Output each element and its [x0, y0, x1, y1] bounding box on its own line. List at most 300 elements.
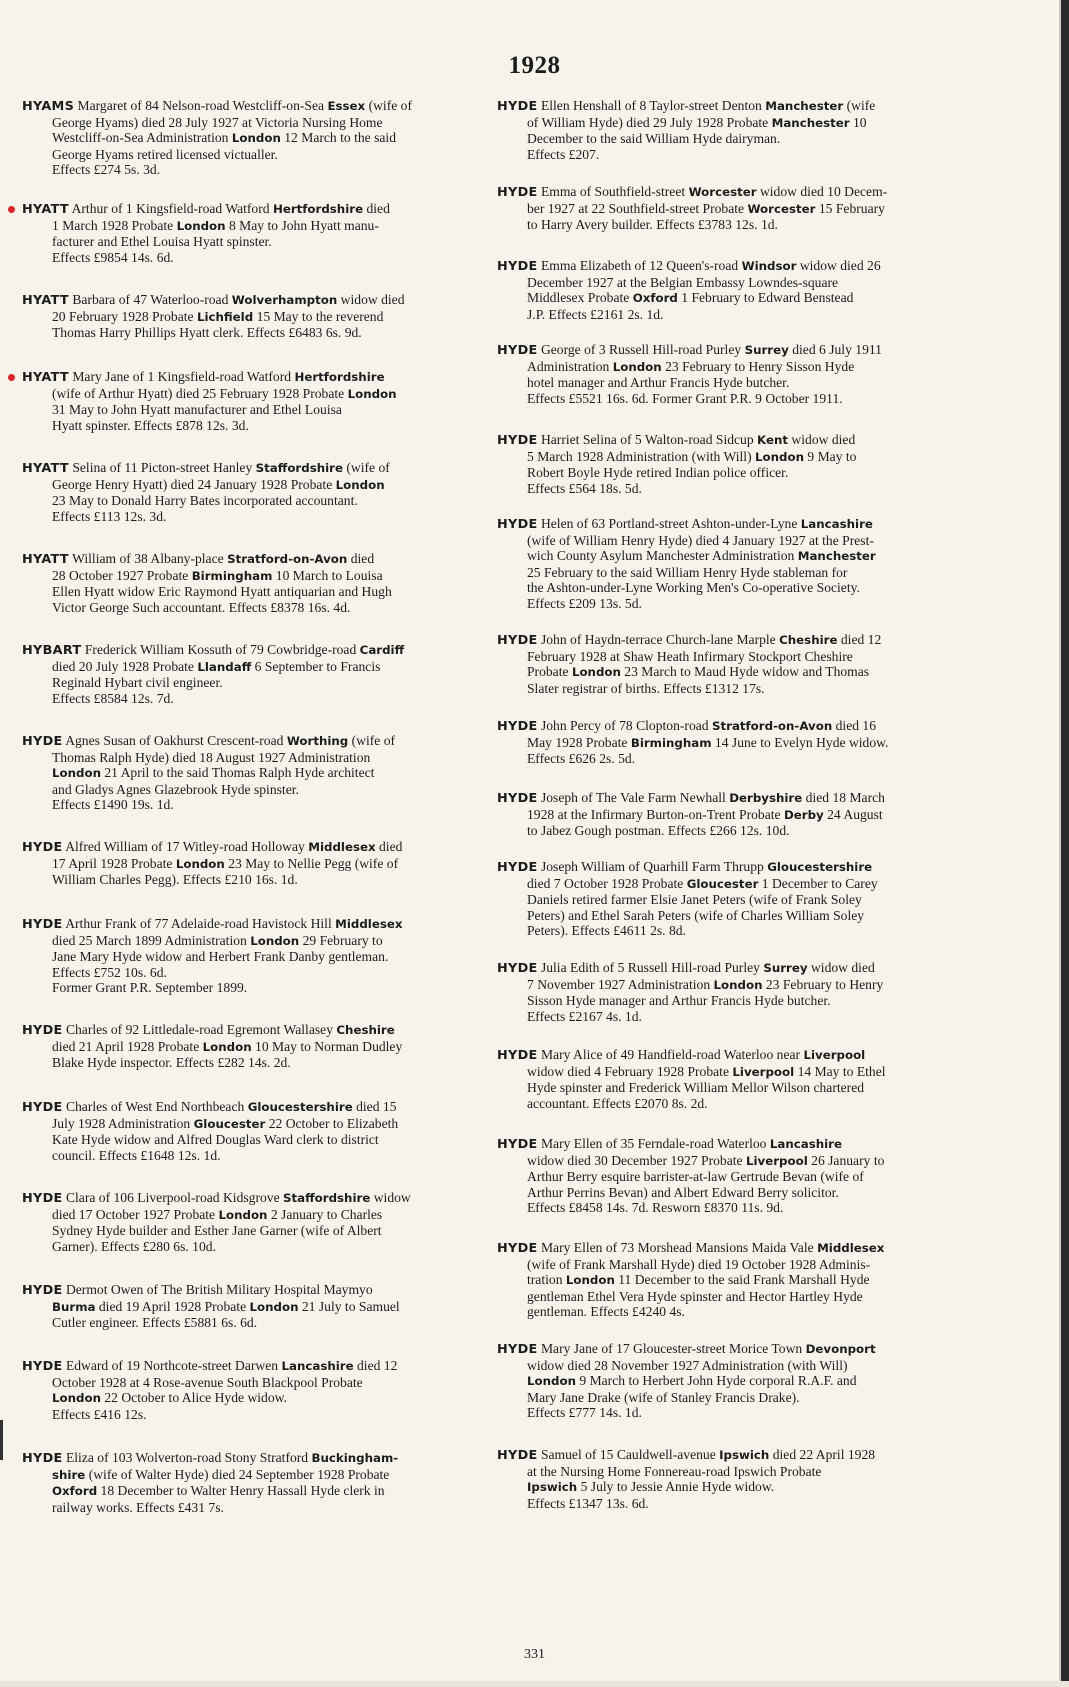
entry-text: widow died: [337, 292, 405, 307]
entry-text: 29 February to: [299, 932, 383, 948]
entry-heading-line: [22, 1099, 490, 1116]
entry-surname: HYDE: [497, 961, 538, 976]
entry-surname: HYAMS: [22, 99, 75, 114]
page-edge-shadow: [1059, 0, 1061, 1687]
entry-surname: HYDE: [22, 917, 63, 932]
entry-surname: HYDE: [497, 343, 538, 358]
entry-text: Hyde spinster and Frederick William Mellor Wilson chartered: [527, 1080, 865, 1096]
register-entry: [497, 432, 965, 496]
entry-text: Frederick William Kossuth of 79 Cowbridge-road: [81, 642, 360, 657]
entry-text: 11 December to the said Frank Marshall Hyde: [614, 1272, 870, 1288]
page-binding-mark: [0, 1420, 3, 1460]
entry-text: Reginald Hybart civil engineer.: [52, 675, 223, 691]
entry-surname: HYDE: [497, 1448, 538, 1463]
entry-heading-line: [497, 632, 965, 649]
entry-text: William of 38 Albany-place: [68, 551, 228, 566]
entry-heading-line: [22, 916, 490, 933]
entry-text: 14 June to Evelyn Hyde widow.: [711, 734, 889, 750]
entry-text: Middlesex Probate: [527, 290, 633, 306]
entry-text: accountant. Effects £2070 8s. 2d.: [527, 1095, 708, 1111]
entry-text: 25 February to the said William Henry Hyde stableman for: [527, 564, 848, 580]
entry-line: [52, 386, 490, 403]
entry-line: [52, 965, 490, 981]
entry-text: (wife of Arthur Hyatt) died 25 February 1928 Probate: [52, 385, 348, 401]
entry-text: Arthur Perrins Bevan) and Albert Edward Berry solicitor.: [527, 1184, 839, 1200]
entry-text: Julia Edith of 5 Russell Hill-road Purley: [537, 960, 764, 975]
entry-text: J.P. Effects £2161 2s. 1d.: [527, 306, 664, 322]
entry-surname: HYDE: [497, 1241, 538, 1256]
entry-text: 23 May to Donald Harry Bates incorporated accountant.: [52, 493, 358, 509]
entry-text: died 22 April 1928: [769, 1447, 876, 1462]
entry-line: [527, 147, 965, 163]
entry-text: 12 March to the said: [280, 130, 396, 146]
entry-place: Oxford: [52, 1484, 98, 1499]
entry-place: Middlesex: [335, 917, 403, 931]
entry-text: Selina of 11 Picton-street Hanley: [68, 460, 256, 475]
entry-text: Effects £752 10s. 6d.: [52, 964, 167, 980]
entry-text: Edward of 19 Northcote-street Darwen: [62, 1358, 282, 1373]
entry-text: Effects £9854 14s. 6d.: [52, 249, 174, 265]
entry-text: 10: [849, 114, 867, 130]
entry-text: died: [363, 201, 390, 216]
entry-text: Ellen Hyatt widow Eric Raymond Hyatt antiquarian and Hugh: [52, 584, 392, 600]
register-entry: [22, 1282, 490, 1331]
entry-place: Lancashire: [769, 1137, 842, 1151]
entry-place: London: [612, 359, 662, 374]
entry-line: [527, 807, 965, 824]
entry-text: died 7 October 1928 Probate: [527, 875, 687, 891]
entry-heading-line: [497, 960, 965, 977]
entry-heading-line: [497, 1447, 965, 1464]
entry-text: at the Nursing Home Fonnereau-road Ipswich Probate: [527, 1463, 822, 1479]
entry-text: 15 May to the reverend: [253, 308, 384, 324]
entry-line: [527, 1009, 965, 1025]
entry-place: Kent: [757, 433, 789, 447]
entry-text: 5 July to Jessie Annie Hyde widow.: [577, 1479, 775, 1495]
entry-text: 5 March 1928 Administration (with Will): [527, 448, 756, 464]
entry-line: [527, 217, 965, 233]
register-entry: [22, 839, 490, 888]
entry-text: Effects £274 5s. 3d.: [52, 162, 161, 178]
entry-place: Stratford-on-Avon: [711, 719, 833, 733]
entry-place: Essex: [327, 99, 366, 113]
entry-text: Mary Alice of 49 Handfield-road Waterloo near: [537, 1047, 804, 1062]
entry-surname: HYDE: [497, 185, 538, 200]
entry-surname: HYATT: [22, 552, 69, 567]
entry-text: Sydney Hyde builder and Esther Jane Garner (wife of Albert: [52, 1223, 382, 1239]
register-entry: [497, 718, 965, 767]
register-entry: [22, 369, 490, 433]
entry-text: Charles of West End Northbeach: [62, 1099, 248, 1114]
entry-line: [527, 375, 965, 391]
entry-place: Middlesex: [817, 1241, 885, 1255]
entry-line: [527, 823, 965, 839]
entry-text: gentleman. Effects £4240 4s.: [527, 1304, 685, 1320]
entry-text: 26 January to: [807, 1152, 885, 1168]
entry-text: railway works. Effects £431 7s.: [52, 1499, 224, 1515]
entry-text: 22 October to Elizabeth: [265, 1115, 399, 1131]
entry-text: 17 April 1928 Probate: [52, 855, 176, 871]
entry-text: Mary Ellen of 73 Morshead Mansions Maida Vale: [537, 1240, 818, 1255]
entry-text: Thomas Ralph Hyde) died 18 August 1927 Administration: [52, 749, 371, 765]
entry-line: [52, 493, 490, 509]
entry-text: died 16: [832, 718, 877, 733]
entry-line: [527, 1373, 965, 1390]
entry-text: Mary Jane of 17 Gloucester-street Morice Town: [537, 1341, 806, 1356]
entry-text: Agnes Susan of Oakhurst Crescent-road: [62, 733, 287, 748]
entry-line: [52, 115, 490, 131]
entry-place: Gloucestershire: [767, 860, 873, 874]
entry-line: [52, 782, 490, 798]
entry-line: [52, 1500, 490, 1516]
entry-surname: HYATT: [22, 293, 69, 308]
entry-text: 18 December to Walter Henry Hassall Hyde clerk in: [97, 1483, 385, 1499]
entry-text: 10 May to Norman Dudley: [251, 1038, 403, 1054]
entry-place: London: [571, 665, 621, 680]
entry-heading-line: [497, 1341, 965, 1358]
entry-place: Lichfield: [196, 309, 254, 324]
entry-text: Arthur Berry esquire barrister-at-law Gertrude Bevan (wife of: [527, 1169, 864, 1185]
entry-place: Ipswich: [527, 1480, 578, 1495]
entry-text: died 18 March: [802, 790, 885, 805]
entry-line: [527, 290, 965, 307]
entry-text: Effects £777 14s. 1d.: [527, 1405, 642, 1421]
entry-text: December to the said William Hyde dairyman.: [527, 131, 781, 147]
entry-text: Effects £416 12s.: [52, 1406, 147, 1422]
entry-text: Margaret of 84 Nelson-road Westcliff-on-Sea: [74, 98, 328, 113]
entry-line: [527, 1405, 965, 1421]
entry-text: hotel manager and Arthur Francis Hyde butcher.: [527, 375, 790, 391]
register-entry: [497, 632, 965, 696]
entry-place: Cheshire: [336, 1023, 395, 1037]
entry-text: council. Effects £1648 12s. 1d.: [52, 1147, 221, 1163]
entry-surname: HYDE: [497, 1137, 538, 1152]
entry-text: widow died 28 November 1927 Administration (with Will): [527, 1357, 848, 1373]
entry-surname: HYDE: [497, 791, 538, 806]
entry-text: Clara of 106 Liverpool-road Kidsgrove: [62, 1190, 284, 1205]
entry-text: (wife of Frank Marshall Hyde) died 19 October 1928 Adminis-: [527, 1256, 871, 1272]
entry-surname: HYDE: [497, 1048, 538, 1063]
entry-text: Barbara of 47 Waterloo-road: [68, 292, 232, 307]
entry-surname: HYDE: [22, 1023, 63, 1038]
entry-place: London: [52, 766, 101, 781]
entry-text: 1 February to Edward Benstead: [677, 290, 854, 306]
entry-surname: HYDE: [22, 1283, 63, 1298]
entry-line: [52, 218, 490, 235]
entry-line: [527, 201, 965, 218]
entry-place: Worcester: [688, 185, 757, 199]
register-entry: [22, 98, 490, 178]
entry-line: [52, 1375, 490, 1391]
entry-text: 22 October to Alice Hyde widow.: [100, 1390, 287, 1406]
entry-line: [52, 250, 490, 266]
entry-line: [527, 923, 965, 939]
entry-text: George Hyams retired licensed victualler.: [52, 146, 278, 162]
entry-place: London: [202, 1039, 252, 1054]
entry-heading-line: [22, 1022, 490, 1039]
entry-line: [52, 856, 490, 873]
entry-place: Hertfordshire: [294, 370, 385, 384]
entry-text: died 12: [837, 632, 882, 647]
entry-heading-line: [22, 551, 490, 568]
entry-text: Effects £626 2s. 5d.: [527, 751, 636, 767]
entry-text: Effects £8584 12s. 7d.: [52, 690, 174, 706]
entry-line: [527, 1080, 965, 1096]
entry-heading-line: [497, 1240, 965, 1257]
entry-surname: HYATT: [22, 202, 69, 217]
entry-text: tration: [527, 1272, 566, 1288]
entry-line: [527, 735, 965, 752]
entry-text: John of Haydn-terrace Church-lane Marple: [537, 632, 780, 647]
entry-text: facturer and Ethel Louisa Hyatt spinster.: [52, 234, 272, 250]
register-entry: [22, 551, 490, 615]
entry-line: [527, 307, 965, 323]
entry-line: [52, 147, 490, 163]
entry-text: Alfred William of 17 Witley-road Holloway: [62, 839, 309, 854]
entry-text: Effects £1347 13s. 6d.: [527, 1495, 649, 1511]
entry-place: Birmingham: [630, 735, 712, 750]
entry-text: George of 3 Russell Hill-road Purley: [537, 342, 745, 357]
entry-line: [527, 481, 965, 497]
entry-text: 28 October 1927 Probate: [52, 567, 192, 583]
entry-text: Effects £2167 4s. 1d.: [527, 1008, 642, 1024]
entry-place: Lancashire: [281, 1359, 354, 1373]
entry-heading-line: [497, 432, 965, 449]
entry-surname: HYDE: [22, 734, 63, 749]
register-entry: [497, 1240, 965, 1320]
entry-line: [52, 1467, 490, 1484]
entry-line: [52, 568, 490, 585]
entry-place: London: [527, 1374, 576, 1389]
entry-text: the Ashton-under-Lyne Working Men's Co-operative Society.: [527, 580, 860, 596]
entry-text: 1928 at the Infirmary Burton-on-Trent Probate: [527, 806, 784, 822]
entry-text: (wife of: [342, 460, 390, 475]
entry-line: [52, 1223, 490, 1239]
entry-line: [52, 309, 490, 326]
entry-place: Middlesex: [308, 840, 376, 854]
page-year-heading: 1928: [508, 52, 561, 79]
entry-text: to Jabez Gough postman. Effects £266 12s. 10d.: [527, 823, 790, 839]
register-entry: [497, 258, 965, 322]
entry-line: [52, 1207, 490, 1224]
entry-line: [52, 949, 490, 965]
page-number: 331: [524, 1647, 545, 1662]
entry-line: [52, 675, 490, 691]
entry-line: [527, 275, 965, 291]
entry-text: 14 May to Ethel: [794, 1063, 886, 1079]
entry-text: Dermot Owen of The British Military Hospital Maymyo: [62, 1282, 373, 1297]
entry-heading-line: [22, 1190, 490, 1207]
register-entry: [22, 460, 490, 524]
entry-place: Manchester: [797, 549, 876, 564]
entry-line: [52, 234, 490, 250]
entry-place: Llandaff: [197, 659, 252, 674]
entry-text: (wife of: [365, 98, 412, 113]
entry-place: London: [52, 1391, 101, 1406]
entry-text: 15 February: [815, 200, 885, 216]
entry-text: died: [347, 551, 375, 566]
entry-text: 6 September to Francis: [251, 658, 381, 674]
register-entry: [497, 1136, 965, 1216]
entry-line: [52, 477, 490, 494]
entry-place: Surrey: [744, 343, 789, 357]
register-entry: [497, 184, 965, 233]
entry-line: [527, 391, 965, 407]
entry-line: [527, 1064, 965, 1081]
entry-surname: HYDE: [497, 633, 538, 648]
entry-place: Burma: [52, 1299, 96, 1314]
red-dot-marker-icon: [8, 206, 15, 213]
entry-line: [52, 659, 490, 676]
entry-place: Hertfordshire: [272, 202, 364, 216]
entry-line: [527, 993, 965, 1009]
entry-text: widow died 30 December 1927 Probate: [527, 1152, 746, 1168]
entry-place: Liverpool: [803, 1048, 866, 1062]
entry-text: Mary Jane of 1 Kingsfield-road Watford: [68, 369, 295, 384]
entry-line: [52, 1315, 490, 1331]
entry-text: Emma of Southfield-street: [537, 184, 689, 199]
entry-text: Arthur of 1 Kingsfield-road Watford: [68, 201, 273, 216]
entry-heading-line: [497, 342, 965, 359]
entry-line: [52, 402, 490, 418]
entry-place: Devonport: [805, 1342, 876, 1356]
register-entry: [497, 342, 965, 406]
entry-text: 23 February to Henry: [762, 976, 884, 992]
entry-line: [527, 1272, 965, 1289]
entry-heading-line: [22, 1282, 490, 1299]
entry-heading-line: [497, 718, 965, 735]
entry-line: [52, 1132, 490, 1148]
entry-text: widow died: [807, 960, 875, 975]
entry-line: [52, 1055, 490, 1071]
entry-line: [527, 565, 965, 581]
entry-text: Effects £209 13s. 5d.: [527, 595, 642, 611]
entry-heading-line: [22, 839, 490, 856]
entry-text: 23 May to Nellie Pegg (wife of: [224, 855, 399, 871]
entry-text: died 19 April 1928 Probate: [95, 1298, 250, 1314]
entry-text: Helen of 63 Portland-street Ashton-under-Lyne: [537, 516, 801, 531]
entry-heading-line: [22, 1450, 490, 1467]
entry-text: ber 1927 at 22 Southfield-street Probate: [527, 200, 748, 216]
register-entry: [497, 516, 965, 612]
entry-text: Arthur Frank of 77 Adelaide-road Havistock Hill: [62, 916, 336, 931]
entry-place: Oxford: [632, 291, 678, 306]
entry-line: [527, 1289, 965, 1305]
entry-text: Slater registrar of births. Effects £1312 17s.: [527, 680, 765, 696]
entry-place: London: [565, 1273, 615, 1288]
entry-line: [527, 533, 965, 549]
entry-line: [52, 162, 490, 178]
entry-place: Surrey: [763, 961, 808, 975]
entry-surname: HYDE: [22, 1359, 63, 1374]
entry-text: 1 March 1928 Probate: [52, 217, 177, 233]
entry-line: [527, 1358, 965, 1374]
entry-place: Stratford-on-Avon: [227, 552, 348, 566]
entry-line: [527, 1153, 965, 1170]
entry-text: Sisson Hyde manager and Arthur Francis Hyde butcher.: [527, 993, 831, 1009]
entry-line: [52, 1039, 490, 1056]
entry-text: October 1928 at 4 Rose-avenue South Blackpool Probate: [52, 1374, 363, 1390]
entry-text: Samuel of 15 Cauldwell-avenue: [537, 1447, 720, 1462]
entry-text: and Gladys Agnes Glazebrook Hyde spinster.: [52, 781, 299, 797]
entry-text: 9 May to: [803, 448, 857, 464]
entry-place: Cheshire: [779, 633, 838, 647]
entry-line: [52, 325, 490, 341]
entry-line: [527, 131, 965, 147]
entry-text: Harriet Selina of 5 Walton-road Sidcup: [537, 432, 758, 447]
entry-line: [527, 681, 965, 697]
register-entry: [497, 790, 965, 839]
entry-line: [527, 664, 965, 681]
entry-text: Effects £5521 16s. 6d. Former Grant P.R. 9 October 1911.: [527, 390, 843, 406]
red-dot-marker-icon: [8, 374, 15, 381]
entry-place: London: [231, 131, 281, 146]
register-entry: [22, 642, 490, 706]
entry-text: William Charles Pegg). Effects £210 16s. 1d.: [52, 872, 298, 888]
entry-text: to Harry Avery builder. Effects £3783 12s. 1d.: [527, 217, 778, 233]
entry-text: 10 March to Louisa: [272, 567, 383, 583]
entry-text: Ellen Henshall of 8 Taylor-street Denton: [537, 98, 766, 113]
entry-text: Joseph of The Vale Farm Newhall: [537, 790, 730, 805]
entry-text: Robert Boyle Hyde retired Indian police officer.: [527, 465, 789, 481]
entry-line: [527, 1096, 965, 1112]
entry-text: Garner). Effects £280 6s. 10d.: [52, 1238, 216, 1254]
entry-surname: HYDE: [22, 1451, 63, 1466]
entry-surname: HYDE: [497, 259, 538, 274]
entry-line: [52, 130, 490, 147]
entry-place: Gloucestershire: [247, 1100, 353, 1114]
entry-line: [527, 449, 965, 466]
entry-text: 9 March to Herbert John Hyde corporal R.A.F. and: [575, 1373, 857, 1389]
entry-place: London: [335, 477, 385, 492]
entry-text: Jane Mary Hyde widow and Herbert Frank Danby gentleman.: [52, 949, 389, 965]
entry-surname: HYDE: [497, 99, 538, 114]
entry-line: [527, 115, 965, 132]
entry-place: Windsor: [741, 259, 797, 273]
register-entry: [22, 733, 490, 813]
entry-place: Ipswich: [719, 1448, 770, 1462]
register-entry: [22, 1358, 490, 1422]
entry-text: 2 January to Charles: [267, 1206, 383, 1222]
entry-text: Peters). Effects £4611 2s. 8d.: [527, 923, 686, 939]
entry-text: Thomas Harry Phillips Hyatt clerk. Effects £6483 6s. 9d.: [52, 325, 362, 341]
entry-place: Staffordshire: [255, 461, 343, 475]
entry-text: Peters) and Ethel Sarah Peters (wife of Charles William Soley: [527, 907, 865, 923]
entry-text: (wife of: [348, 733, 396, 748]
entry-heading-line: [22, 201, 490, 218]
entry-text: died 17 October 1927 Probate: [52, 1206, 219, 1222]
register-entry: [22, 916, 490, 996]
register-entry: [22, 1450, 490, 1515]
entry-surname: HYATT: [22, 461, 69, 476]
entry-place: Cardiff: [359, 643, 405, 657]
entry-text: Mary Jane Drake (wife of Stanley Francis Drake).: [527, 1389, 800, 1405]
page-edge: [1061, 0, 1069, 1687]
entry-text: (wife: [843, 98, 876, 113]
entry-text: died 25 March 1899 Administration: [52, 932, 251, 948]
entry-line: [52, 750, 490, 766]
entry-heading-line: [22, 292, 490, 309]
entry-line: [52, 765, 490, 782]
entry-text: Hyatt spinster. Effects £878 12s. 3d.: [52, 417, 249, 433]
entry-line: [52, 1148, 490, 1164]
entry-text: Effects £564 18s. 5d.: [527, 480, 642, 496]
entry-text: died 6 July 1911: [788, 342, 882, 357]
entry-text: (wife of William Henry Hyde) died 4 January 1927 at the Prest-: [527, 532, 874, 548]
page-bottom-edge: [0, 1681, 1069, 1687]
entry-place: Gloucester: [686, 876, 759, 891]
register-entry: [497, 1447, 965, 1511]
